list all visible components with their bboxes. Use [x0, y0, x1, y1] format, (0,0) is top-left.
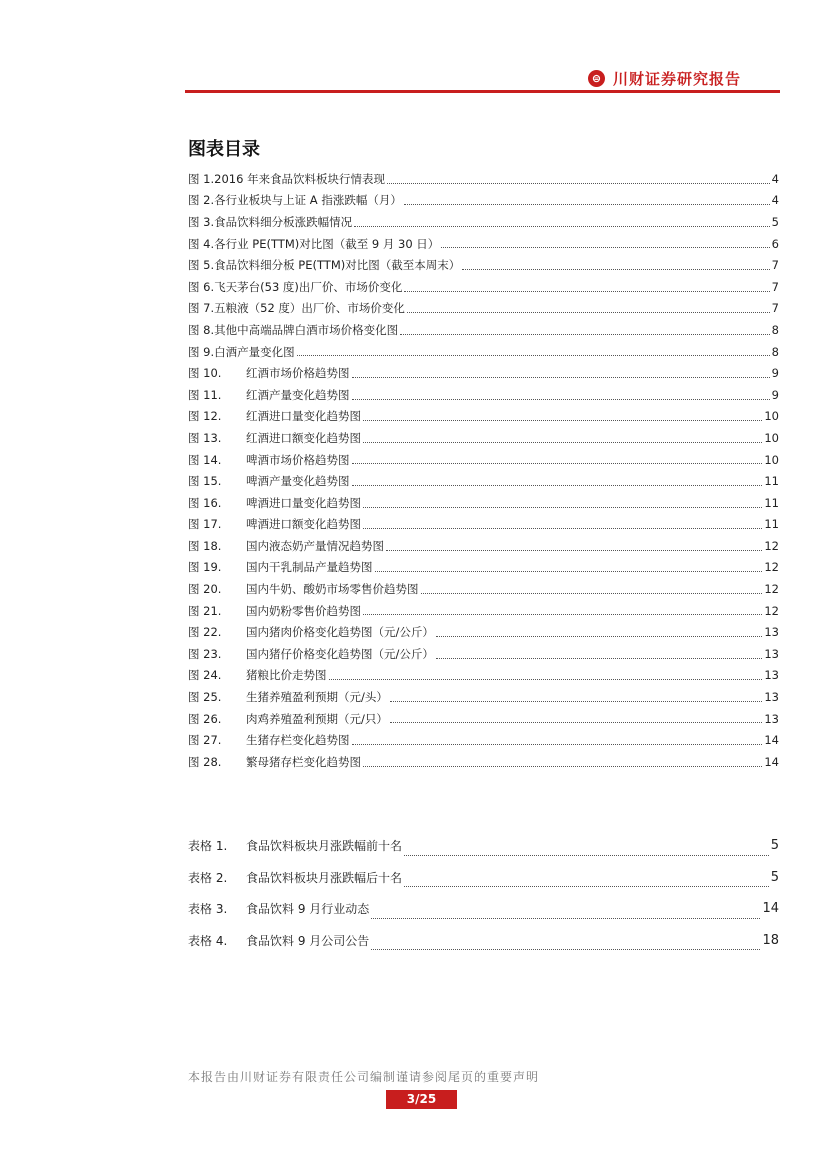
- toc-figure-entry[interactable]: [188, 190, 779, 212]
- figure-label: 图 12.: [188, 409, 222, 424]
- dot-leader: [363, 419, 762, 421]
- figure-label: 图 9.: [188, 344, 215, 359]
- toc-figure-entry[interactable]: [188, 600, 779, 622]
- table-label: 表格 2.: [188, 870, 228, 885]
- figure-page: 14: [764, 733, 779, 748]
- dot-leader: [390, 700, 762, 702]
- figure-page: 6: [771, 236, 779, 251]
- toc-figure-entry[interactable]: [188, 298, 779, 320]
- figure-page: 12: [764, 538, 779, 553]
- dot-leader: [363, 506, 762, 508]
- figure-title: 猪粮比价走势图: [246, 668, 327, 683]
- figure-title: 国内牛奶、酸奶市场零售价趋势图: [246, 582, 419, 597]
- brand-logo-icon: ⊜: [588, 70, 605, 87]
- figure-title: 红酒产量变化趋势图: [246, 387, 350, 402]
- dot-leader: [404, 290, 769, 292]
- figure-label: 图 6.: [188, 279, 215, 294]
- figure-title: 啤酒市场价格趋势图: [246, 452, 350, 467]
- header-rule: [185, 90, 780, 93]
- dot-leader: [387, 182, 770, 184]
- figure-label: 图 19.: [188, 560, 222, 575]
- figure-label: 图 7.: [188, 301, 215, 316]
- dot-leader: [329, 678, 763, 680]
- dot-leader: [441, 246, 769, 248]
- figure-page: 10: [764, 430, 779, 445]
- figure-title: 2016 年来食品饮料板块行情表现: [214, 171, 386, 186]
- figure-title: 五粮液（52 度）出厂价、市场价变化: [214, 301, 405, 316]
- figure-label: 图 25.: [188, 690, 222, 705]
- dot-leader: [352, 462, 763, 464]
- figure-page: 13: [764, 690, 779, 705]
- toc-table-entry[interactable]: [188, 862, 779, 894]
- figure-title: 繁母猪存栏变化趋势图: [246, 754, 361, 769]
- figure-page: 11: [764, 517, 779, 532]
- toc-figure-entry[interactable]: [188, 233, 779, 255]
- figure-page: 9: [771, 366, 779, 381]
- figure-label: 图 21.: [188, 603, 222, 618]
- footer-notice: 本报告由川财证券有限责任公司编制谨请参阅尾页的重要声明: [188, 1070, 540, 1084]
- figure-title: 国内奶粉零售价趋势图: [246, 603, 361, 618]
- dot-leader: [363, 613, 762, 615]
- figure-page: 13: [764, 646, 779, 661]
- dot-leader: [371, 917, 760, 919]
- figure-page: 5: [771, 214, 779, 229]
- toc-figure-entry[interactable]: [188, 470, 779, 492]
- dot-leader: [404, 203, 770, 205]
- toc-figure-entry[interactable]: [188, 406, 779, 428]
- figure-page: 11: [764, 474, 779, 489]
- toc-figure-entry[interactable]: [188, 168, 779, 190]
- figure-label: 图 16.: [188, 495, 222, 510]
- dot-leader: [462, 268, 769, 270]
- table-page: 14: [762, 901, 779, 917]
- dot-leader: [297, 354, 770, 356]
- figure-label: 图 28.: [188, 754, 222, 769]
- figure-title: 国内干乳制品产量趋势图: [246, 560, 373, 575]
- figure-title: 国内猪肉价格变化趋势图（元/公斤）: [246, 625, 434, 640]
- toc-figure-entry[interactable]: [188, 427, 779, 449]
- dot-leader: [371, 948, 760, 950]
- toc-figure-entry[interactable]: [188, 384, 779, 406]
- figure-title: 肉鸡养殖盈利预期（元/只）: [246, 711, 388, 726]
- page-number: 3/25: [386, 1090, 457, 1109]
- figure-label: 图 17.: [188, 517, 222, 532]
- brand-name: 川财证券研究报告: [613, 70, 742, 88]
- toc-figure-entry[interactable]: [188, 708, 779, 730]
- dot-leader: [390, 721, 762, 723]
- figure-label: 图 23.: [188, 646, 222, 661]
- figure-title: 啤酒产量变化趋势图: [246, 474, 350, 489]
- table-title: 食品饮料 9 月行业动态: [246, 902, 370, 917]
- figure-page: 13: [764, 711, 779, 726]
- figure-label: 图 8.: [188, 322, 215, 337]
- toc-figure-entry[interactable]: [188, 729, 779, 751]
- toc-figure-entry[interactable]: [188, 341, 779, 363]
- figure-title: 其他中高端品牌白酒市场价格变化图: [214, 322, 399, 337]
- figure-page: 13: [764, 625, 779, 640]
- toc-figure-entry[interactable]: [188, 557, 779, 579]
- figure-label: 图 5.: [188, 258, 215, 273]
- figure-title: 各行业 PE(TTM)对比图（截至 9 月 30 日）: [214, 236, 440, 251]
- figure-label: 图 13.: [188, 430, 222, 445]
- toc-figure-entry[interactable]: [188, 449, 779, 471]
- figure-list: [188, 168, 779, 773]
- figure-label: 图 20.: [188, 582, 222, 597]
- toc-table-entry[interactable]: [188, 893, 779, 925]
- figure-page: 10: [764, 409, 779, 424]
- dot-leader: [363, 527, 762, 529]
- figure-page: 8: [771, 344, 779, 359]
- figure-label: 图 14.: [188, 452, 222, 467]
- figure-title: 国内猪仔价格变化趋势图（元/公斤）: [246, 646, 434, 661]
- table-page: 5: [770, 869, 779, 885]
- toc-figure-entry[interactable]: [188, 319, 779, 341]
- figure-page: 11: [764, 495, 779, 510]
- figure-title: 红酒进口额变化趋势图: [246, 430, 361, 445]
- dot-leader: [352, 743, 763, 745]
- toc-figure-entry[interactable]: [188, 535, 779, 557]
- toc-figure-entry[interactable]: [188, 643, 779, 665]
- figure-label: 图 27.: [188, 733, 222, 748]
- dot-leader: [404, 885, 769, 887]
- dot-leader: [375, 570, 763, 572]
- toc-title: 图表目录: [188, 139, 260, 160]
- figure-page: 7: [771, 279, 779, 294]
- table-label: 表格 1.: [188, 839, 228, 854]
- dot-leader: [400, 333, 770, 335]
- toc-figure-entry[interactable]: [188, 621, 779, 643]
- dot-leader: [407, 311, 770, 313]
- figure-label: 图 11.: [188, 387, 222, 402]
- figure-page: 7: [771, 258, 779, 273]
- figure-page: 14: [764, 754, 779, 769]
- figure-page: 4: [771, 171, 779, 186]
- figure-label: 图 3.: [188, 214, 215, 229]
- figure-page: 7: [771, 301, 779, 316]
- figure-page: 13: [764, 668, 779, 683]
- figure-page: 12: [764, 603, 779, 618]
- report-header: [185, 64, 780, 94]
- figure-title: 红酒进口量变化趋势图: [246, 409, 361, 424]
- figure-title: 食品饮料细分板 PE(TTM)对比图（截至本周末）: [214, 258, 461, 273]
- figure-title: 生猪养殖盈利预期（元/头）: [246, 690, 388, 705]
- figure-page: 4: [771, 193, 779, 208]
- table-page: 5: [770, 838, 779, 854]
- dot-leader: [436, 635, 762, 637]
- dot-leader: [363, 441, 762, 443]
- toc-table-entry[interactable]: [188, 830, 779, 862]
- figure-title: 啤酒进口额变化趋势图: [246, 517, 361, 532]
- toc-figure-entry[interactable]: [188, 276, 779, 298]
- table-label: 表格 3.: [188, 902, 228, 917]
- table-title: 食品饮料板块月涨跌幅前十名: [246, 839, 403, 854]
- dot-leader: [352, 376, 770, 378]
- table-title: 食品饮料 9 月公司公告: [246, 933, 370, 948]
- figure-title: 飞天茅台(53 度)出厂价、市场价变化: [214, 279, 403, 294]
- figure-page: 8: [771, 322, 779, 337]
- toc-figure-entry[interactable]: [188, 578, 779, 600]
- toc-figure-entry[interactable]: [188, 211, 779, 233]
- figure-title: 食品饮料细分板涨跌幅情况: [214, 214, 353, 229]
- figure-label: 图 2.: [188, 193, 215, 208]
- figure-label: 图 22.: [188, 625, 222, 640]
- dot-leader: [354, 225, 770, 227]
- table-title: 食品饮料板块月涨跌幅后十名: [246, 870, 403, 885]
- toc-figure-entry[interactable]: [188, 665, 779, 687]
- toc-figure-entry[interactable]: [188, 751, 779, 773]
- figure-title: 白酒产量变化图: [214, 344, 295, 359]
- table-label: 表格 4.: [188, 933, 228, 948]
- figure-label: 图 24.: [188, 668, 222, 683]
- toc-figure-entry[interactable]: [188, 686, 779, 708]
- figure-page: 12: [764, 582, 779, 597]
- toc-figure-entry[interactable]: [188, 514, 779, 536]
- dot-leader: [421, 592, 763, 594]
- table-page: 18: [762, 932, 779, 948]
- figure-title: 生猪存栏变化趋势图: [246, 733, 350, 748]
- figure-label: 图 18.: [188, 538, 222, 553]
- toc-figure-entry[interactable]: [188, 492, 779, 514]
- figure-page: 9: [771, 387, 779, 402]
- figure-page: 10: [764, 452, 779, 467]
- dot-leader: [404, 854, 769, 856]
- dot-leader: [386, 549, 762, 551]
- figure-title: 国内液态奶产量情况趋势图: [246, 538, 384, 553]
- figure-label: 图 4.: [188, 236, 215, 251]
- figure-label: 图 1.: [188, 171, 215, 186]
- figure-label: 图 26.: [188, 711, 222, 726]
- figure-title: 红酒市场价格趋势图: [246, 366, 350, 381]
- figure-page: 12: [764, 560, 779, 575]
- figure-label: 图 15.: [188, 474, 222, 489]
- figure-title: 各行业板块与上证 A 指涨跌幅（月）: [214, 193, 402, 208]
- toc-figure-entry[interactable]: [188, 254, 779, 276]
- toc-table-entry[interactable]: [188, 925, 779, 957]
- dot-leader: [363, 765, 762, 767]
- dot-leader: [352, 484, 763, 486]
- table-list: [188, 830, 779, 956]
- figure-title: 啤酒进口量变化趋势图: [246, 495, 361, 510]
- dot-leader: [436, 657, 762, 659]
- dot-leader: [352, 398, 770, 400]
- toc-figure-entry[interactable]: [188, 362, 779, 384]
- figure-label: 图 10.: [188, 366, 222, 381]
